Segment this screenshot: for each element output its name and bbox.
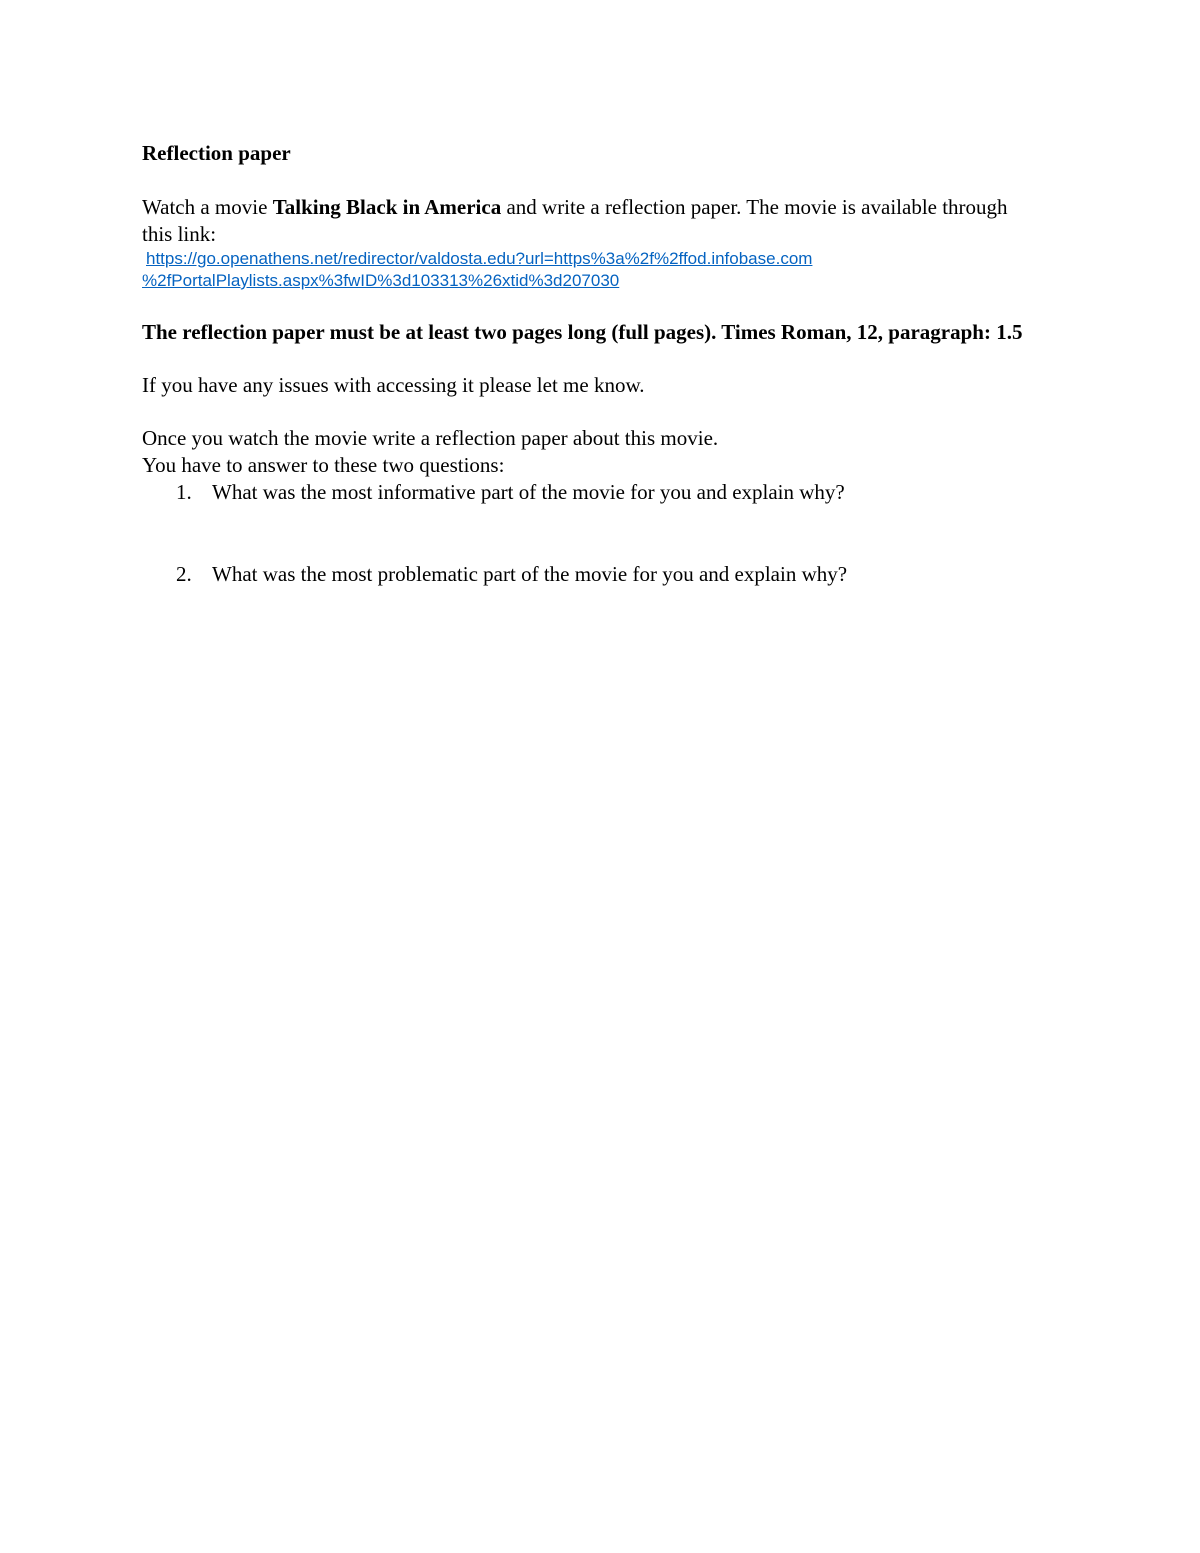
question-number: 2. [176, 562, 192, 586]
document-title: Reflection paper [142, 141, 291, 165]
questions-list [142, 479, 1042, 588]
requirement-text: The reflection paper must be at least two pages long (full pages). Times Roman, 12, paragraph: 1.5 [142, 320, 1023, 344]
spacer [142, 506, 1042, 561]
list-item [142, 479, 1042, 506]
instructions-line2: You have to answer to these two questions: [142, 453, 505, 477]
intro-prefix: Watch a movie [142, 195, 273, 219]
instructions-line1: Once you watch the movie write a reflection paper about this movie. [142, 426, 719, 450]
document-body [142, 140, 1042, 588]
question-number: 1. [176, 480, 192, 504]
movie-link-line2[interactable]: %2fPortalPlaylists.aspx%3fwID%3d103313%26xtid%3d207030 [142, 271, 620, 290]
spacer [142, 292, 1042, 318]
list-item [142, 561, 1042, 588]
movie-title: Talking Black in America [272, 195, 502, 219]
intro-suffix: and write a reflection paper. The movie is available through this link: [142, 195, 1008, 246]
movie-link-line1[interactable]: https://go.openathens.net/redirector/valdosta.edu?url=https%3a%2f%2ffod.infobase.com [146, 249, 813, 268]
question-text: What was the most informative part of the movie for you and explain why? [212, 480, 845, 504]
issues-note: If you have any issues with accessing it please let me know. [142, 373, 645, 397]
spacer [142, 399, 1042, 425]
spacer [142, 167, 1042, 194]
spacer [142, 346, 1042, 372]
question-text: What was the most problematic part of the movie for you and explain why? [212, 562, 848, 586]
intro-paragraph [142, 194, 1042, 248]
